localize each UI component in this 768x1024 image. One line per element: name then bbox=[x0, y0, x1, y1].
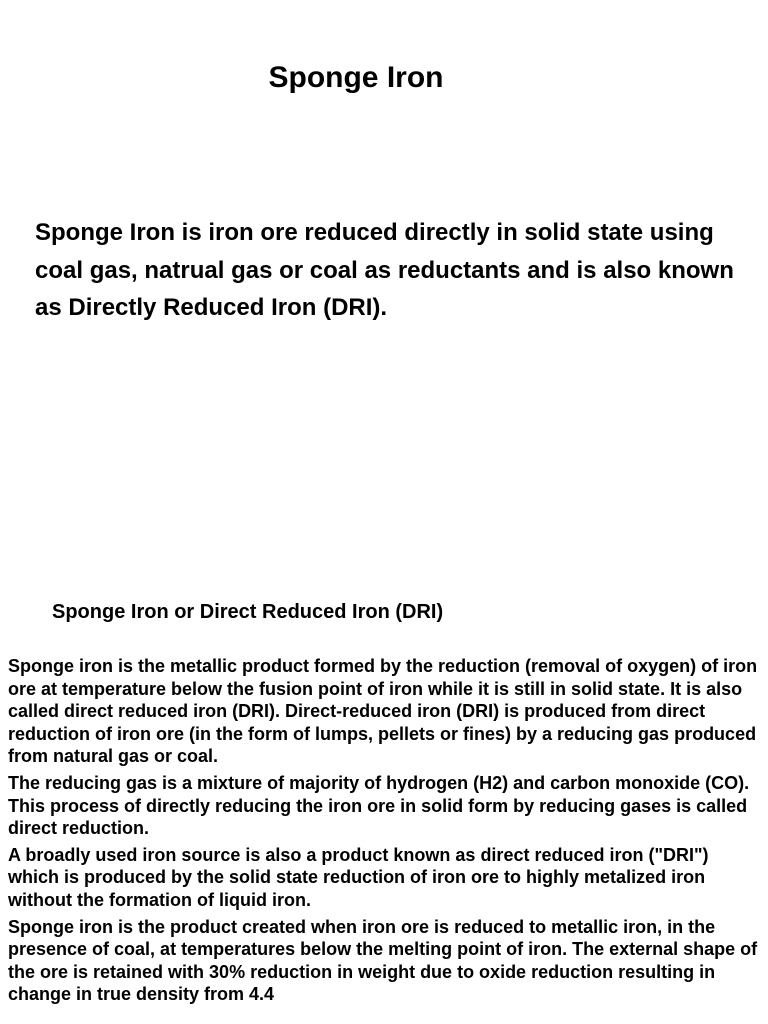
definition-text: Sponge Iron is iron ore reduced directly in solid state using coal gas, natrual gas or coal as reductants and is also known as Directly Reduced Iron (DRI). bbox=[35, 219, 734, 321]
paragraph-1: Sponge iron is the metallic product formed by the reduction (removal of oxygen) of iron ore at temperature below the fusion point of iron while it is still in solid state. It is also called direct reduced iron (DRI). Direct-reduced iron (DRI) is produced from direct reduction of iron ore (in the form of lumps, pellets or fines) by a reducing gas produced from natural gas or coal. bbox=[8, 656, 758, 767]
section-heading: Sponge Iron or Direct Reduced Iron (DRI) bbox=[52, 601, 444, 623]
paragraph-4: Sponge iron is the product created when iron ore is reduced to metallic iron, in the presence of coal, at temperatures below the melting point of iron. The external shape of the ore is retained with 30% reduction in weight due to oxide reduction resulting in change in true density from 4.4 bbox=[8, 916, 758, 1005]
paragraph-2: The reducing gas is a mixture of majority of hydrogen (H2) and carbon monoxide (CO). This process of directly reducing the iron ore in solid form by reducing gases is called direct reduction. bbox=[8, 772, 750, 839]
slide-title: Sponge Iron bbox=[268, 61, 444, 94]
paragraph-3: A broadly used iron source is also a product known as direct reduced iron ("DRI") which is produced by the solid state reduction of iron ore to highly metalized iron without the formation of liquid iron. bbox=[8, 844, 709, 910]
section-body bbox=[8, 655, 760, 1010]
